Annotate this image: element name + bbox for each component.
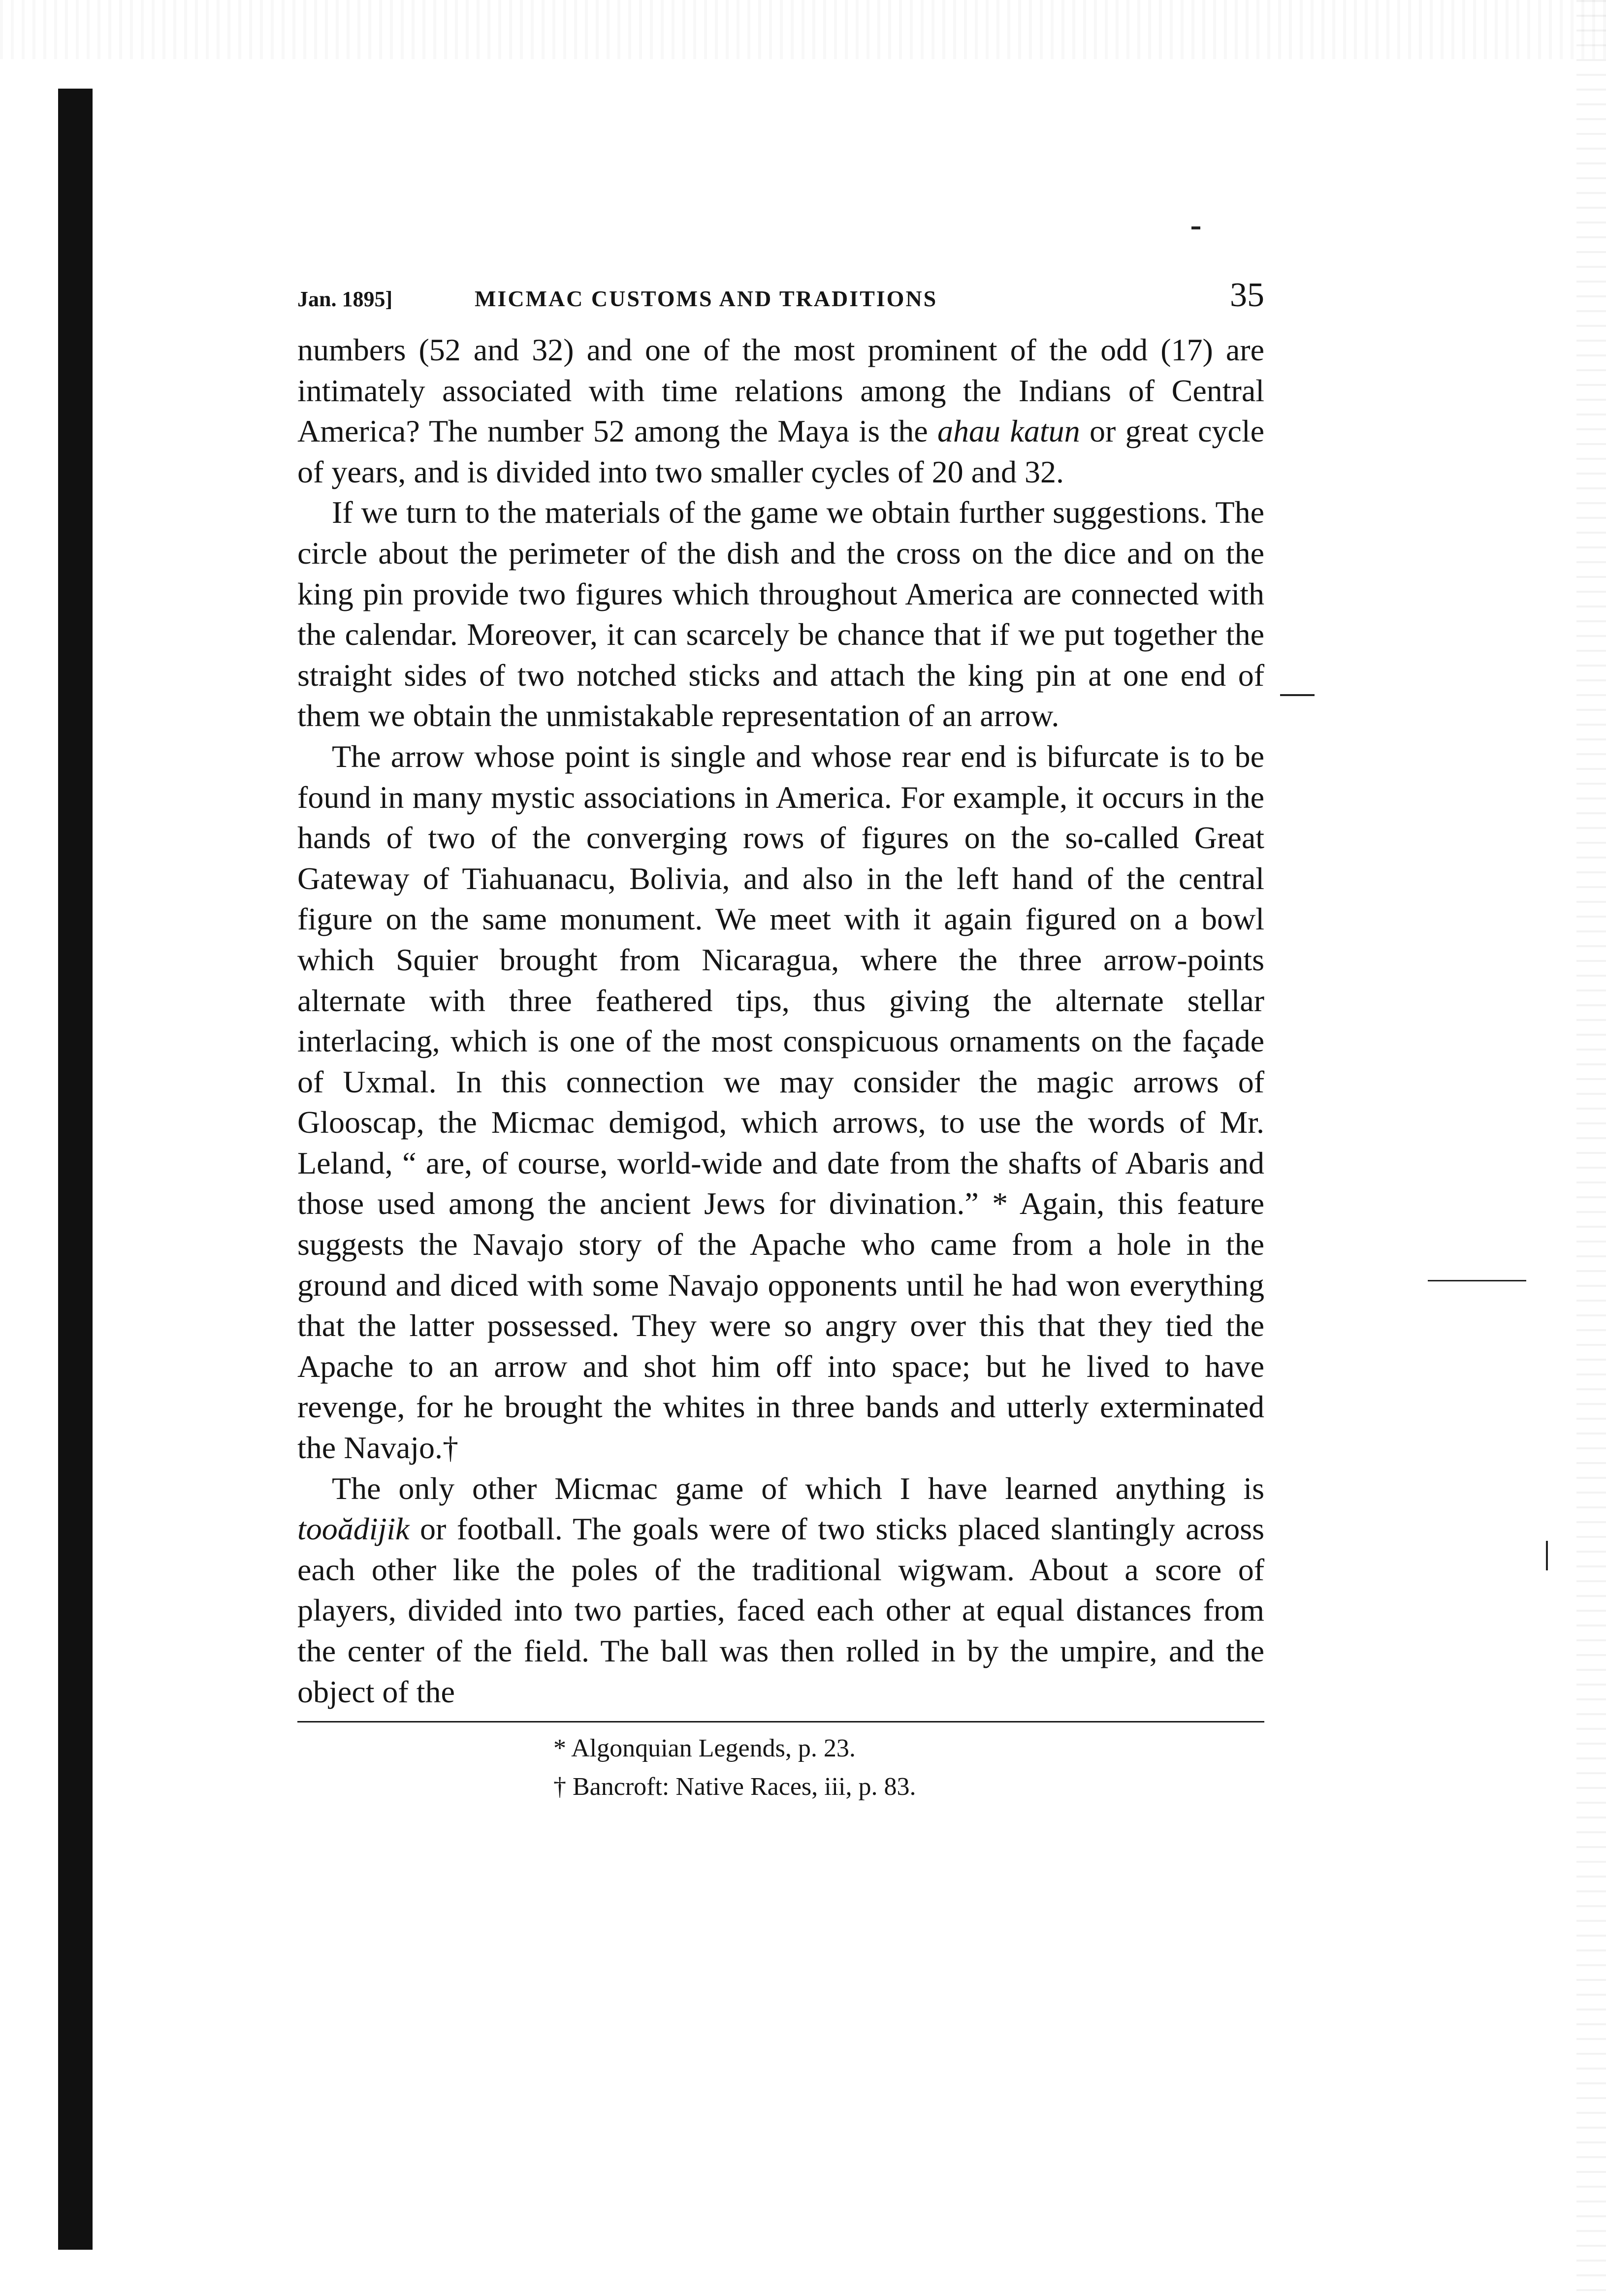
- paragraph: [297, 736, 1264, 1468]
- scan-mark: [1428, 1280, 1526, 1281]
- running-head: [297, 276, 1264, 330]
- text-run: numbers (52 and 32) and one of the most prominent of the odd (17) are intimately associated with time relations among the Indians of Central America? The number 52 among the Maya is the: [297, 332, 1264, 449]
- page-number: 35: [1230, 276, 1264, 314]
- footnotes: [297, 1722, 1264, 1806]
- scan-mark: [1191, 226, 1200, 229]
- running-head-title: MICMAC CUSTOMS AND TRADITIONS: [475, 286, 938, 311]
- footnote: † Bancroft: Native Races, iii, p. 83.: [553, 1773, 916, 1801]
- binding-shadow-bar: [58, 89, 93, 2250]
- page: [297, 276, 1264, 1806]
- scan-mark: [1546, 1541, 1548, 1570]
- scan-edge-right: [1576, 0, 1606, 2296]
- text-run: If we turn to the materials of the game we obtain further suggestions. The circle about the perimeter of the dish and the cross on the dice and on the king pin provide two figures which throughout America are connected with the calendar. Moreover, it can scarcely be chance that if we put together the straight sides of two notched sticks and attach the king pin at one end of them we obtain the unmistakable representation of an arrow.: [297, 495, 1264, 733]
- text-run: The only other Micmac game of which I have learned anything is: [332, 1470, 1264, 1506]
- body-text: [297, 330, 1264, 1712]
- paragraph: [297, 1468, 1264, 1713]
- running-head-date: Jan. 1895]: [297, 287, 393, 311]
- paragraph: [297, 492, 1264, 736]
- italic-term: tooădijik: [297, 1511, 410, 1547]
- footnote: * Algonquian Legends, p. 23.: [553, 1734, 856, 1763]
- paragraph: [297, 330, 1264, 492]
- text-run: or football. The goals were of two sticks placed slantingly across each other like the poles of the traditional wigwam. About a score of players, divided into two parties, faced each other at equal distances from the center of the field. The ball was then rolled in by the umpire, and the object of the: [297, 1511, 1264, 1709]
- italic-term: ahau katun: [937, 414, 1080, 449]
- scan-mark: [1280, 694, 1315, 696]
- text-run: or great cycle of years, and is divided into two smaller cycles of 20 and 32.: [297, 414, 1265, 489]
- text-run: The arrow whose point is single and whose rear end is bifurcate is to be found in many mystic associations in America. For example, it occurs in the hands of two of the converging rows of figures on the so-called Great Gateway of Tiahuanacu, Bolivia, and also in the left hand of the central figure on the same monument. We meet with it again figured on a bowl which Squier brought from Nicaragua, where the three arrow-points alternate with three feathered tips, thus giving the alternate stellar interlacing, which is one of the most conspicuous ornaments on the façade of Uxmal. In this connection we may consider the magic arrows of Glooscap, the Micmac demigod, which arrows, to use the words of Mr. Leland, “ are, of course, world-wide and date from the shafts of Abaris and those used among the ancient Jews for divination.” * Again, this feature suggests the Navajo story of the Apache who came from a hole in the ground and diced with some Navajo opponents until he had won everything that the latter possessed. They were so angry over this that they tied the Apache to an arrow and shot him off into space; but he lived to have revenge, for he brought the whites in three bands and utterly exterminated the Navajo.†: [297, 738, 1264, 1466]
- scan-edge-top: [0, 0, 1606, 59]
